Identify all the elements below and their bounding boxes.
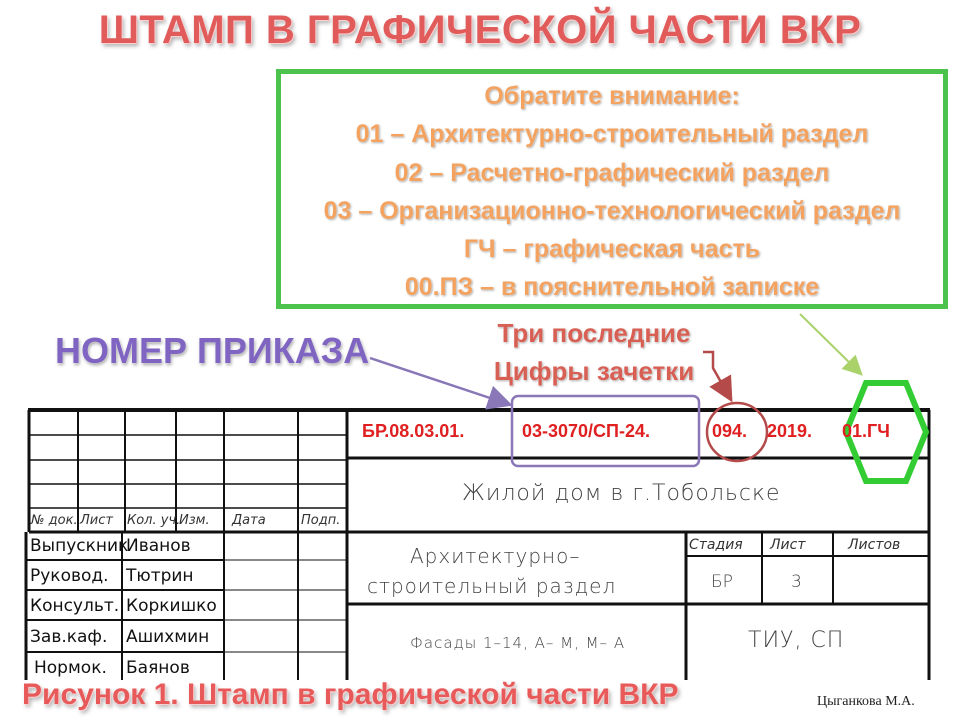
stage-value: БР [711, 572, 733, 592]
section-name-line2: строительный раздел [367, 574, 617, 598]
code-section: 01.ГЧ [842, 421, 890, 441]
code-prefix: БР.08.03.01. [362, 421, 465, 441]
notice-item-gch: ГЧ – графическая часть [463, 235, 761, 263]
role-norm-control: Нормок. [34, 658, 107, 678]
name-consultant: Коркишко [126, 596, 217, 616]
name-graduate: Иванов [126, 536, 191, 556]
page-title: ШТАМП В ГРАФИЧЕСКОЙ ЧАСТИ ВКР [98, 8, 862, 52]
organization: ТИУ, СП [748, 628, 845, 653]
col-change: Изм. [179, 513, 210, 528]
col-doc-number: № док. [31, 513, 78, 528]
role-head-of-dept: Зав.каф. [30, 627, 108, 647]
project-title: Жилой дом в г.Тобольске [462, 481, 781, 506]
notice-item-pz: 00.ПЗ – в пояснительной записке [404, 273, 820, 301]
last-digits-label-line1: Три последние [497, 318, 691, 348]
code-order-number: 03-3070/СП-24. [522, 421, 651, 441]
code-last-digits: 094. [712, 421, 748, 441]
author-credit: Цыганкова М.А. [817, 694, 915, 709]
name-norm-control: Баянов [126, 658, 190, 678]
section-name-line1: Архитектурно– [410, 544, 581, 568]
role-consultant: Консульт. [30, 596, 120, 616]
role-graduate: Выпускник [30, 536, 129, 556]
notice-heading: Обратите внимание: [484, 82, 740, 110]
role-supervisor: Руковод. [30, 566, 109, 586]
last-digits-label-line2: Цифры зачетки [493, 356, 695, 386]
notice-item-01: 01 – Архитектурно-строительный раздел [355, 120, 869, 148]
sheet-header: Лист [770, 537, 806, 553]
col-count: Кол. уч. [127, 513, 181, 528]
col-sheet: Лист [80, 513, 113, 528]
col-date: Дата [232, 513, 266, 528]
sheet-value: 3 [791, 572, 802, 592]
order-number-label: НОМЕР ПРИКАЗА [55, 330, 370, 371]
code-year: 2019. [767, 421, 813, 441]
name-head-of-dept: Ашихмин [126, 627, 210, 647]
sheets-header: Листов [848, 537, 901, 553]
notice-item-03: 03 – Организационно-технологический раздел [323, 197, 901, 225]
name-supervisor: Тютрин [126, 566, 194, 586]
col-signature: Подп. [301, 513, 341, 528]
stage-header: Стадия [689, 537, 743, 553]
notice-item-02: 02 – Расчетно-графический раздел [394, 159, 830, 187]
drawing-name: Фасады 1–14, А– М, М– А [410, 634, 626, 652]
figure-caption: Рисунок 1. Штамп в графической части ВКР [22, 678, 679, 711]
